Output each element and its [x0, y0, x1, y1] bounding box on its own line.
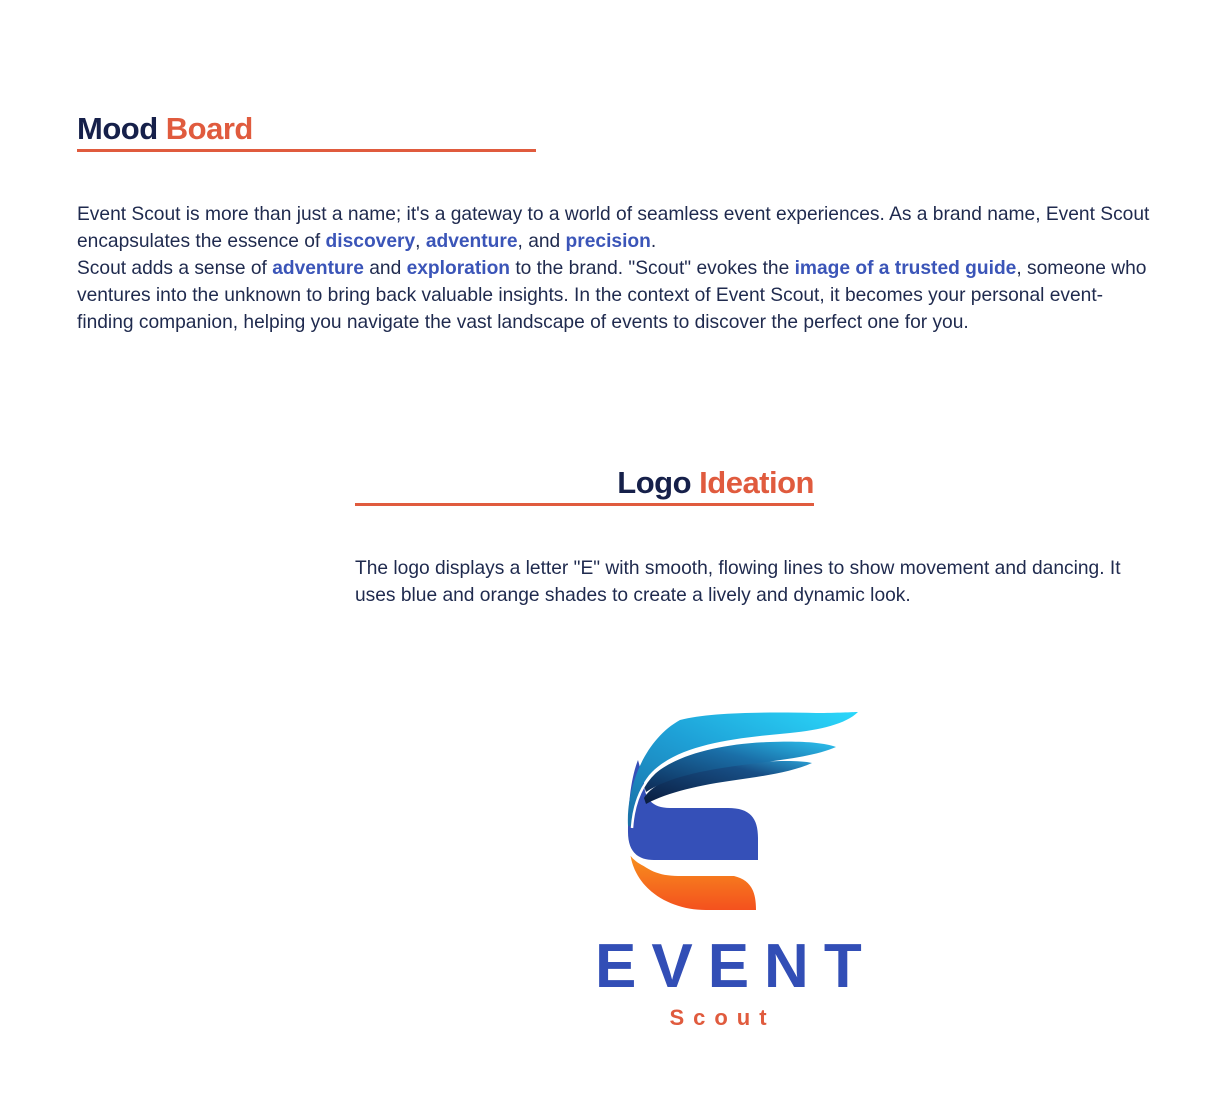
highlight-discovery: discovery — [325, 231, 416, 252]
mood-p1-text: Event Scout is more than just a name; it's a gateway to a world of seamless event experiences. As a brand name, Event Scout encapsulates the essence of — [77, 204, 1150, 252]
highlight-adventure: adventure — [272, 258, 364, 279]
highlight-precision: precision — [565, 231, 651, 252]
mood-p2-text: , someone who ventures into the unknown to bring back valuable insights. In the context of Event Scout, it becomes your personal event-finding companion, helping you navigate the vast landscape of events to discover the perfect one for you. — [77, 258, 1147, 333]
mood-board-underline — [77, 149, 536, 152]
highlight-adventure: adventure — [425, 231, 518, 252]
logo-ideation-title-dark: Logo — [617, 465, 692, 500]
mood-p2-text: and — [363, 258, 407, 279]
mood-p2-text: to the brand. "Scout" evokes the — [510, 258, 795, 279]
mood-board-title-dark: Mood — [77, 111, 158, 146]
mood-p2-text: Scout adds a sense of — [77, 258, 273, 279]
mood-p1-end: . — [650, 231, 657, 252]
mood-board-title-accent: Board — [165, 111, 253, 146]
mood-p1-sep: , and — [517, 231, 566, 252]
logo-ideation-title-accent: Ideation — [699, 465, 814, 500]
mood-board-text — [77, 201, 1152, 336]
logo-ideation-title — [355, 467, 814, 498]
highlight-exploration: exploration — [406, 258, 511, 279]
mood-board-title — [77, 113, 253, 144]
logo-wordmark: EVENT — [595, 932, 877, 1001]
logo-e-lower — [630, 852, 756, 910]
highlight-trusted-guide: image of a trusted guide — [794, 258, 1017, 279]
logo-subtitle: Scout — [669, 1005, 776, 1030]
mood-p1-sep: , — [415, 231, 426, 252]
logo-ideation-text: The logo displays a letter "E" with smooth, flowing lines to show movement and dancing. It uses blue and orange shades to create a lively and dynamic look. — [355, 558, 1121, 606]
logo-ideation-underline — [355, 503, 814, 506]
